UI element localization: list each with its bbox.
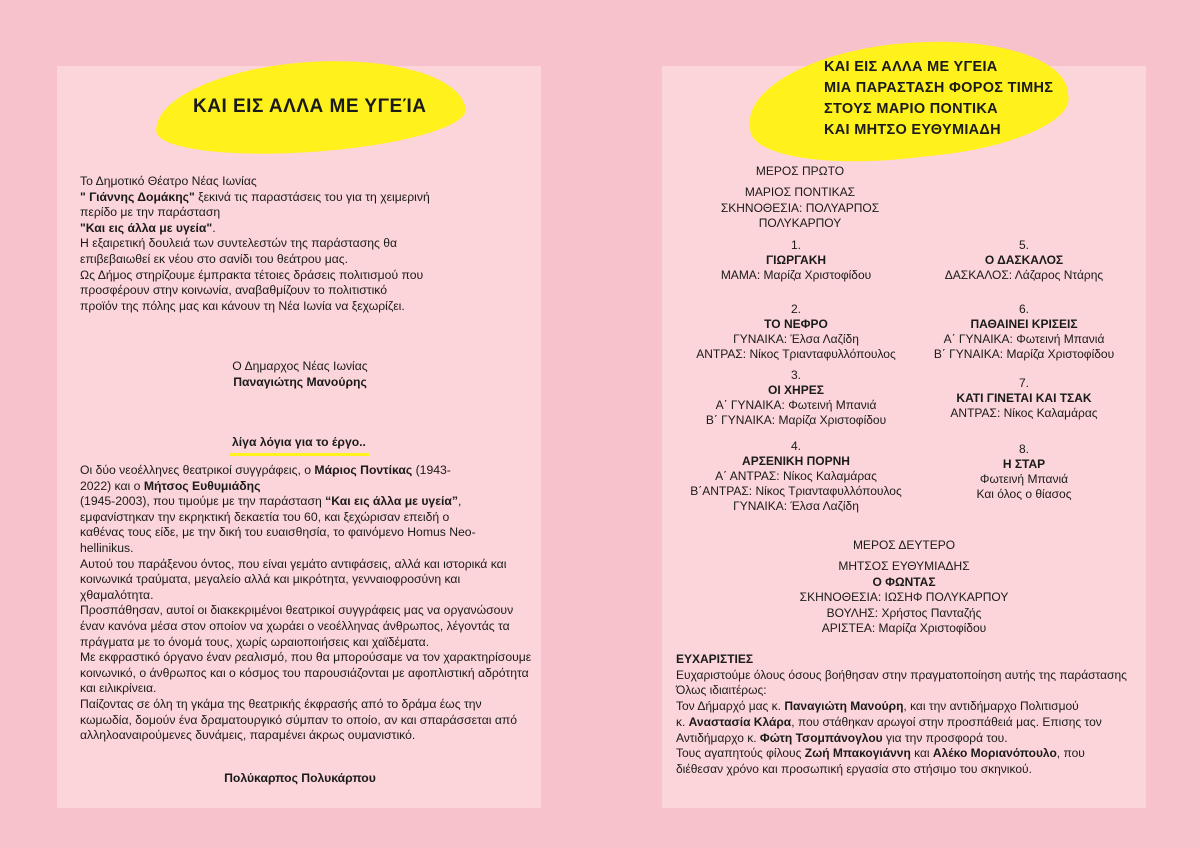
thanks-line: κ. Αναστασία Κλάρα, που στάθηκαν αρωγοί στην προσπάθειά μας. Επισης τον [676,714,1102,729]
thanks-line: διέθεσαν χρόνο και προσωπική εργασία στο στήσιμο του σκηνικού. [676,761,1032,776]
part-one-direction: ΣΚΗΝΟΘΕΣΙΑ: ΠΟΛΥΑΡΠΟΣ [720,200,880,215]
intro-paragraph [80,174,520,314]
body-line: και ειλικρίνεια. [80,681,157,696]
thanks-line: Ευχαριστούμε όλους όσους βοήθησαν στην πραγματοποίηση αυτής της παράστασης [676,667,1127,682]
act-item: 3. ΟΙ ΧΗΡΕΣ Α΄ ΓΥΝΑΙΚΑ: Φωτεινή Μπανιά Β΄ ΓΥΝΑΙΚΑ: Μαρίζα Χριστοφίδου [705,368,887,427]
part-two-cast: ΒΟΥΛΗΣ: Χρήστος Πανταζής [826,605,982,620]
thanks-line: Τους αγαπητούς φίλους Ζωή Μπακογιάννη και Αλέκο Μοριανόπουλο, που [676,746,1085,761]
part-one-heading: ΜΕΡΟΣ ΠΡΩΤΟ [755,164,845,178]
act-item: 6. ΠΑΘΑΙΝΕΙ ΚΡΙΣΕΙΣ Α΄ ΓΥΝΑΙΚΑ: Φωτεινή Μπανιά Β΄ ΓΥΝΑΙΚΑ: Μαρίζα Χριστοφίδου [933,302,1115,361]
body-line: πράγματα με το όνομά τους, χωρίς ωραιοποιήσεις και χαϊδέματα. [80,634,430,649]
intro-line: "Και εις άλλα με υγεία". [80,220,216,235]
subtitle-underline [229,453,369,456]
intro-line: " Γιάννης Δομάκης" ξεκινά τις παραστάσεις του για τη χειμερινή [80,189,430,204]
mayor-title: Ο Δημαρχος Νέας Ιωνίας [232,359,368,373]
section-subtitle: λίγα λόγια για το έργο.. [232,435,366,449]
body-line: κωμωδία, δομούν ένα δραματουργικό σύμπαν το οποίο, αν και σπαράσσεται από [80,712,518,727]
thanks-heading: ΕΥΧΑΡΙΣΤΙΕΣ [676,652,754,666]
act-item: 4. ΑΡΣΕΝΙΚΗ ΠΟΡΝΗ Α΄ ΑΝΤΡΑΣ: Νίκος Καλαμάρας Β΄ΑΝΤΡΑΣ: Νίκος Τριανταφυλλόπουλος ΓΥΝΑΙΚΑ: Έλσα Λαζίδη [690,439,902,513]
act-item: 2. ΤΟ ΝΕΦΡΟ ΓΥΝΑΙΚΑ: Έλσα Λαζίδη ΑΝΤΡΑΣ: Νίκος Τριανταφυλλόπουλος [696,302,896,361]
act-item: 7. ΚΑΤΙ ΓΙΝΕΤΑΙ ΚΑΙ ΤΣΑΚ ΑΝΤΡΑΣ: Νίκος Καλαμάρας [950,376,1098,420]
thanks-line: Αντιδήμαρχο κ. Φώτη Τσομπάνογλου για την προσφορά του. [676,730,1008,745]
intro-line: προσφέρουν στην κοινωνία, αναβαθμίζουν το πολιτιστικό [80,283,387,298]
right-title [824,57,1053,141]
right-title-line: ΚΑΙ ΕΙΣ ΑΛΛΑ ΜΕ ΥΓΕΙΑ [824,59,998,75]
thanks-line: Όλως ιδιαιτέρως: [676,683,767,698]
right-title-line: ΚΑΙ ΜΗΤΣΟ ΕΥΘΥΜΙΑΔΗ [824,122,1001,138]
intro-line: περίδο με την παράσταση [80,205,221,220]
body-line: Με εκφραστικό όργανο έναν ρεαλισμό, που θα μπορούσαμε να τον χαρακτηρίσουμε [80,650,532,665]
intro-line: Η εξαιρετική δουλειά των συντελεστών της παράστασης θα [80,236,398,251]
intro-line: Το Δημοτικό Θέατρο Νέας Ιωνίας [80,174,257,188]
part-two-title: Ο ΦΩΝΤΑΣ [872,574,936,589]
part-two-heading: ΜΕΡΟΣ ΔΕΥΤΕΡΟ [852,538,956,552]
body-line: αλληλοαναιρούμενες δυνάμεις, παραμένει άκρως ουμανιστικό. [80,728,416,743]
part-two-section [744,538,1064,636]
act-item: 8. Η ΣΤΑΡ Φωτεινή Μπανιά Και όλος ο θίασος [976,442,1072,501]
part-one-author: ΜΑΡΙΟΣ ΠΟΝΤΙΚΑΣ [744,185,856,200]
intro-line: Ως Δήμος στηρίζουμε έμπρακτα τέτοιες δράσεις πολιτισμού που [80,267,424,282]
body-line: κοινωνικό, ο άνθρωπος και ο κόσμος του παρουσιάζονται με αφοπλιστική αδρότητα [80,665,529,680]
thanks-section [676,652,1136,778]
body-line: χθαμαλότητα. [80,587,154,602]
intro-line: επιβεβαιωθεί εκ νέου στο σανίδι του θεάτρου μας. [80,251,349,266]
author-signature: Πολύκαρπος Πολυκάρπου [224,771,376,785]
part-one-header [700,164,900,232]
thanks-line: Τον Δήμαρχό μας κ. Παναγιώτη Μανούρη, και την αντιδήμαρχο Πολιτισμού [676,699,1079,714]
body-line: 2022) και ο Μήτσος Ευθυμιάδης [80,478,261,493]
act-item: 5. Ο ΔΑΣΚΑΛΟΣ ΔΑΣΚΑΛΟΣ: Λάζαρος Ντάρης [944,238,1104,282]
body-line: εμφανίστηκαν την εκρηκτική δεκαετία του 60, και ξεχώρισαν επειδή ο [80,509,450,524]
act-item: 1. ΓΙΩΡΓΑΚΗ ΜΑΜΑ: Μαρίζα Χριστοφίδου [720,238,872,282]
intro-line: προϊόν της πόλης μας και κάνουν τη Νέα Ιωνία να ξεχωρίζει. [80,298,405,313]
part-two-direction: ΣΚΗΝΟΘΕΣΙΑ: ΙΩΣΗΦ ΠΟΛΥΚΑΡΠΟΥ [799,590,1009,605]
part-two-cast: ΑΡΙΣΤΕΑ: Μαρίζα Χριστοφίδου [821,621,987,636]
part-one-direction: ΠΟΛΥΚΑΡΠΟΥ [758,216,842,231]
body-line: κοινωνικά τραύματα, μεγαλείο αλλά και μικρότητα, γενναιοφροσύνη και [80,572,461,587]
right-title-line: ΣΤΟΥΣ ΜΑΡΙΟ ΠΟΝΤΙΚΑ [824,101,998,117]
body-line: καθένας τους είδε, με την δική του ευαισθησία, το φαινόμενο Homus Neo- [80,525,476,540]
part-two-author: ΜΗΤΣΟΣ ΕΥΘΥΜΙΑΔΗΣ [838,559,970,574]
about-paragraph [80,463,532,744]
body-line: Αυτού του παράξενου όντος, που είναι γεμάτο αντιφάσεις, αλλά και ιστορικά και [80,556,507,571]
body-line: έναν κανόνα μέσα στον οποίον να χωράει ο νεοέλληνας άνθρωπος, λέγοντάς τα [80,618,510,633]
left-title: ΚΑΙ ΕΙΣ ΑΛΛΑ ΜΕ ΥΓΕΊΑ [193,96,427,118]
body-line: (1945-2003), που τιμούμε με την παράσταση “Και εις άλλα με υγεία”, [80,494,462,509]
body-line: Προσπάθησαν, αυτοί οι διακεκριμένοι θεατρικοί συγγράφεις μας να οργανώσουν [80,603,514,618]
mayor-signature [190,359,410,390]
mayor-name: Παναγιώτης Μανούρης [233,374,367,389]
right-title-line: ΜΙΑ ΠΑΡΑΣΤΑΣΗ ΦΟΡΟΣ ΤΙΜΗΣ [824,80,1054,96]
body-line: hellinikus. [80,540,134,555]
body-line: Οι δύο νεοέλληνες θεατρικοί συγγράφεις, ο Μάριος Ποντίκας (1943- [80,463,451,477]
body-line: Παίζοντας σε όλη τη γκάμα της θεατρικής έκφρασής από το δράμα έως την [80,696,482,711]
